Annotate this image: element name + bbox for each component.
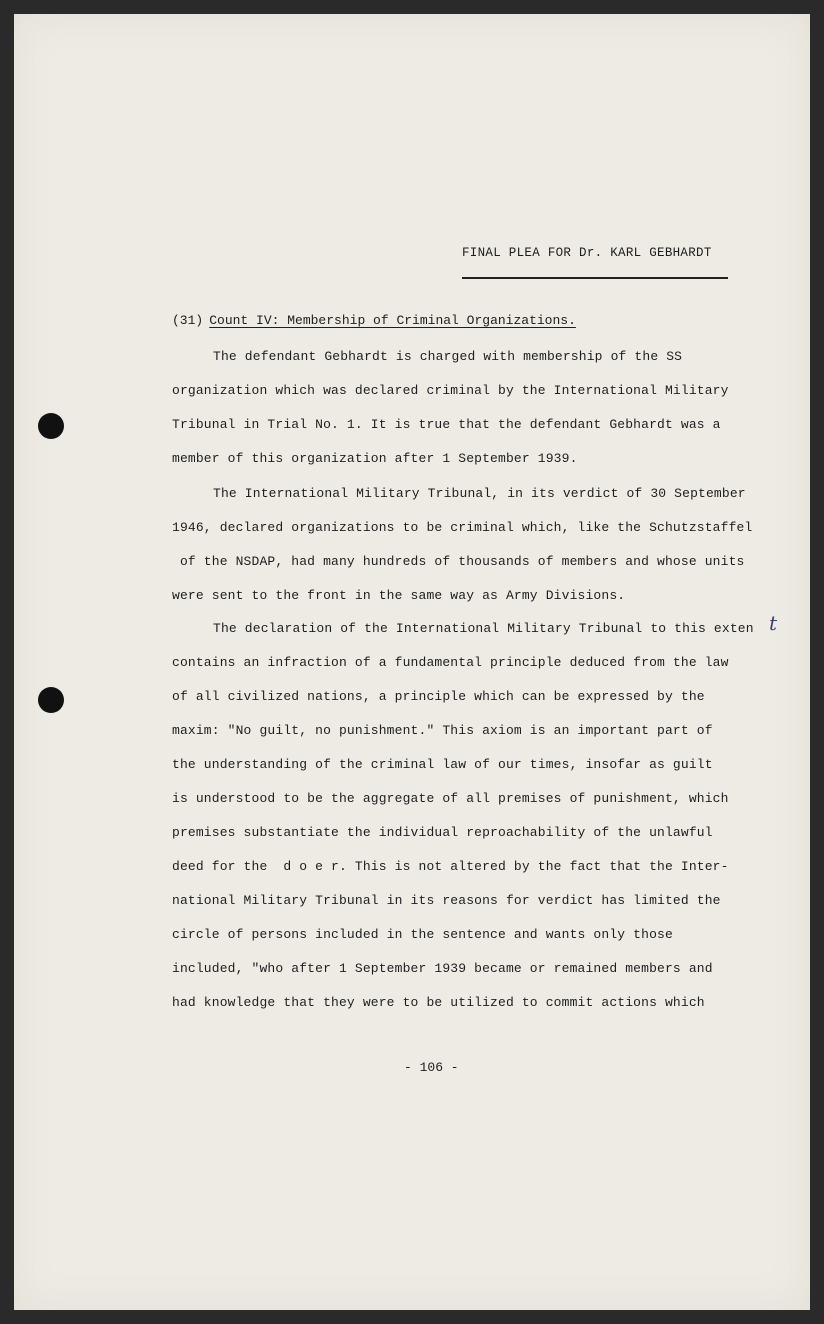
- body-line: included, "who after 1 September 1939 became or remained members and: [172, 961, 713, 976]
- section-title: Count IV: Membership of Criminal Organizations.: [209, 313, 576, 328]
- body-line: had knowledge that they were to be utilized to commit actions which: [172, 995, 705, 1010]
- body-line: maxim: "No guilt, no punishment." This axiom is an important part of: [172, 723, 713, 738]
- document-header-title: FINAL PLEA FOR Dr. KARL GEBHARDT: [462, 246, 712, 260]
- section-number: (31): [172, 313, 204, 328]
- section-heading: [172, 313, 576, 328]
- document-page: [14, 14, 810, 1310]
- body-line: is understood to be the aggregate of all premises of punishment, which: [172, 791, 729, 806]
- body-line: The International Military Tribunal, in its verdict of 30 September: [213, 486, 746, 501]
- body-line: contains an infraction of a fundamental principle deduced from the law: [172, 655, 729, 670]
- body-line: The declaration of the International Military Tribunal to this exten: [213, 621, 754, 636]
- body-line: 1946, declared organizations to be criminal which, like the Schutzstaffel: [172, 520, 753, 535]
- body-line: premises substantiate the individual reproachability of the unlawful: [172, 825, 713, 840]
- body-line: organization which was declared criminal by the International Military: [172, 383, 729, 398]
- body-line: of all civilized nations, a principle which can be expressed by the: [172, 689, 705, 704]
- body-line: national Military Tribunal in its reasons for verdict has limited the: [172, 893, 721, 908]
- punch-hole: [38, 687, 64, 713]
- punch-hole: [38, 413, 64, 439]
- body-line: of the NSDAP, had many hundreds of thousands of members and whose units: [172, 554, 745, 569]
- handwritten-correction: t: [769, 611, 778, 635]
- body-line: were sent to the front in the same way as Army Divisions.: [172, 588, 626, 603]
- page-number: - 106 -: [404, 1060, 459, 1075]
- body-line: deed for the d o e r. This is not altered by the fact that the Inter-: [172, 859, 729, 874]
- body-line: Tribunal in Trial No. 1. It is true that the defendant Gebhardt was a: [172, 417, 721, 432]
- body-line: member of this organization after 1 September 1939.: [172, 451, 578, 466]
- body-line: The defendant Gebhardt is charged with membership of the SS: [213, 349, 683, 364]
- body-line: circle of persons included in the sentence and wants only those: [172, 927, 673, 942]
- body-line: the understanding of the criminal law of our times, insofar as guilt: [172, 757, 713, 772]
- header-underline: [462, 277, 728, 279]
